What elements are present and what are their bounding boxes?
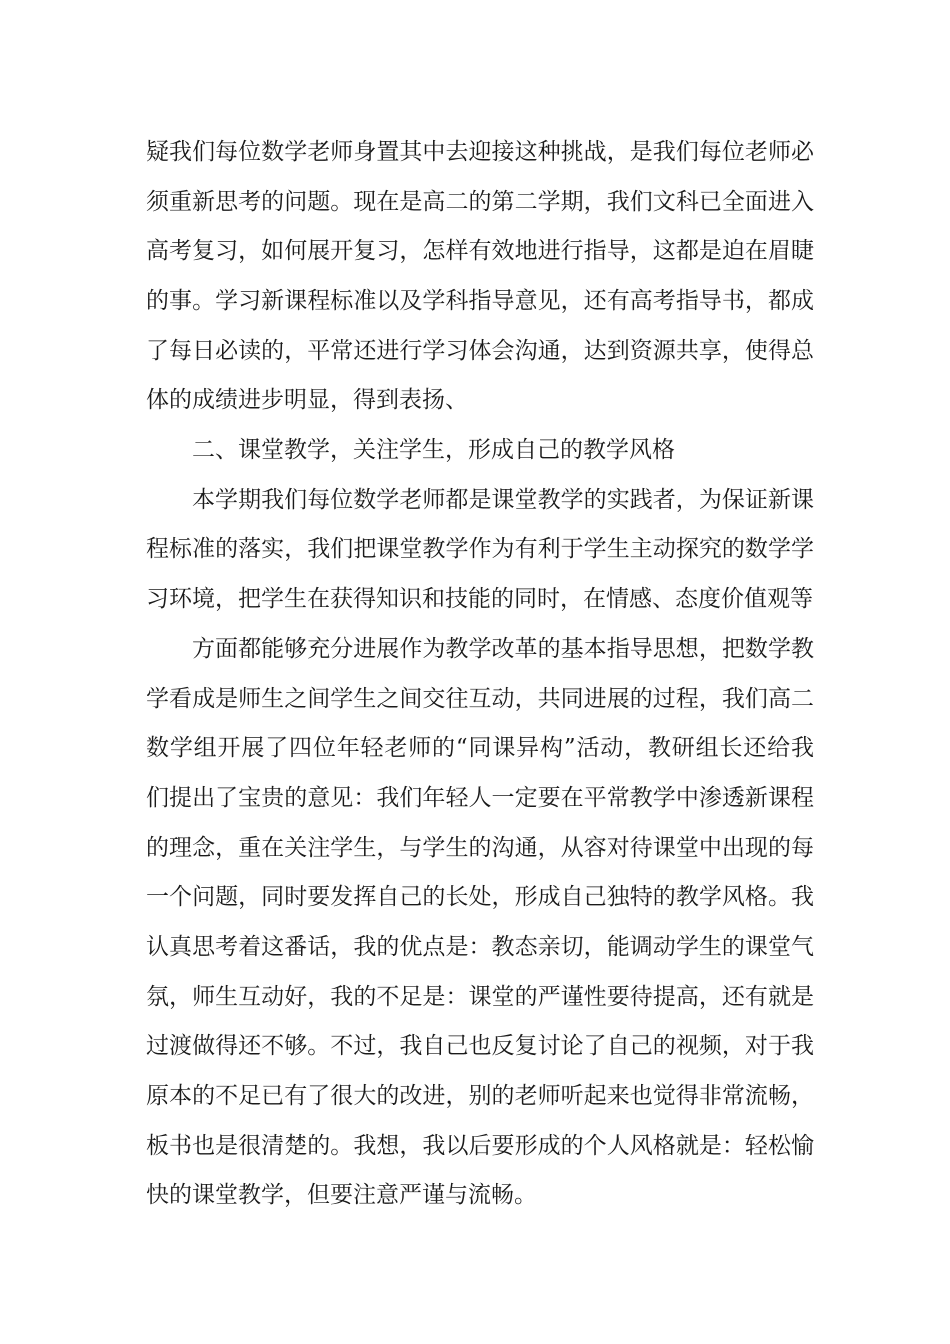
body-text-line: 过渡做得还不够。不过，我自己也反复讨论了自己的视频，对于我	[146, 1033, 814, 1059]
body-text-line: 快的课堂教学，但要注意严谨与流畅。	[146, 1182, 537, 1208]
body-text-line: 数学组开展了四位年轻老师的“同课异构”活动，教研组长还给我	[146, 735, 814, 761]
body-text-line: 的事。学习新课程标准以及学科指导意见，还有高考指导书，都成	[146, 288, 814, 314]
body-text-line: 们提出了宝贵的意见：我们年轻人一定要在平常教学中渗透新课程	[146, 785, 814, 811]
section-heading: 二、课堂教学，关注学生，形成自己的教学风格	[192, 437, 675, 463]
body-text-line: 习环境，把学生在获得知识和技能的同时，在情感、态度价值观等	[146, 586, 813, 612]
body-text-line: 学看成是师生之间学生之间交往互动，共同进展的过程，我们高二	[146, 686, 814, 712]
body-text-line: 疑我们每位数学老师身置其中去迎接这种挑战，是我们每位老师必	[146, 139, 814, 165]
body-text-line: 一个问题，同时要发挥自己的长处，形成自己独特的教学风格。我	[146, 884, 814, 910]
body-text-line: 须重新思考的问题。现在是高二的第二学期，我们文科已全面进入	[146, 189, 814, 215]
body-text-line: 高考复习，如何展开复习，怎样有效地进行指导，这都是迫在眉睫	[146, 238, 814, 264]
body-text-line: 体的成绩进步明显，得到表扬、	[146, 387, 468, 413]
body-text-line: 认真思考着这番话，我的优点是：教态亲切，能调动学生的课堂气	[146, 934, 814, 960]
body-text-line: 原本的不足已有了很大的改进，别的老师听起来也觉得非常流畅，	[146, 1083, 814, 1109]
body-text-line: 的理念，重在关注学生，与学生的沟通，从容对待课堂中出现的每	[146, 835, 814, 861]
body-text-line: 了每日必读的，平常还进行学习体会沟通，达到资源共享，使得总	[146, 338, 814, 364]
body-text-line: 本学期我们每位数学老师都是课堂教学的实践者，为保证新课	[192, 487, 814, 513]
body-text-line: 氛，师生互动好，我的不足是：课堂的严谨性要待提高，还有就是	[146, 984, 814, 1010]
body-text-line: 方面都能够充分进展作为教学改革的基本指导思想，把数学教	[192, 636, 814, 662]
body-text-line: 板书也是很清楚的。我想，我以后要形成的个人风格就是：轻松愉	[146, 1133, 814, 1159]
body-text-line: 程标准的落实，我们把课堂教学作为有利于学生主动探究的数学学	[146, 536, 814, 562]
